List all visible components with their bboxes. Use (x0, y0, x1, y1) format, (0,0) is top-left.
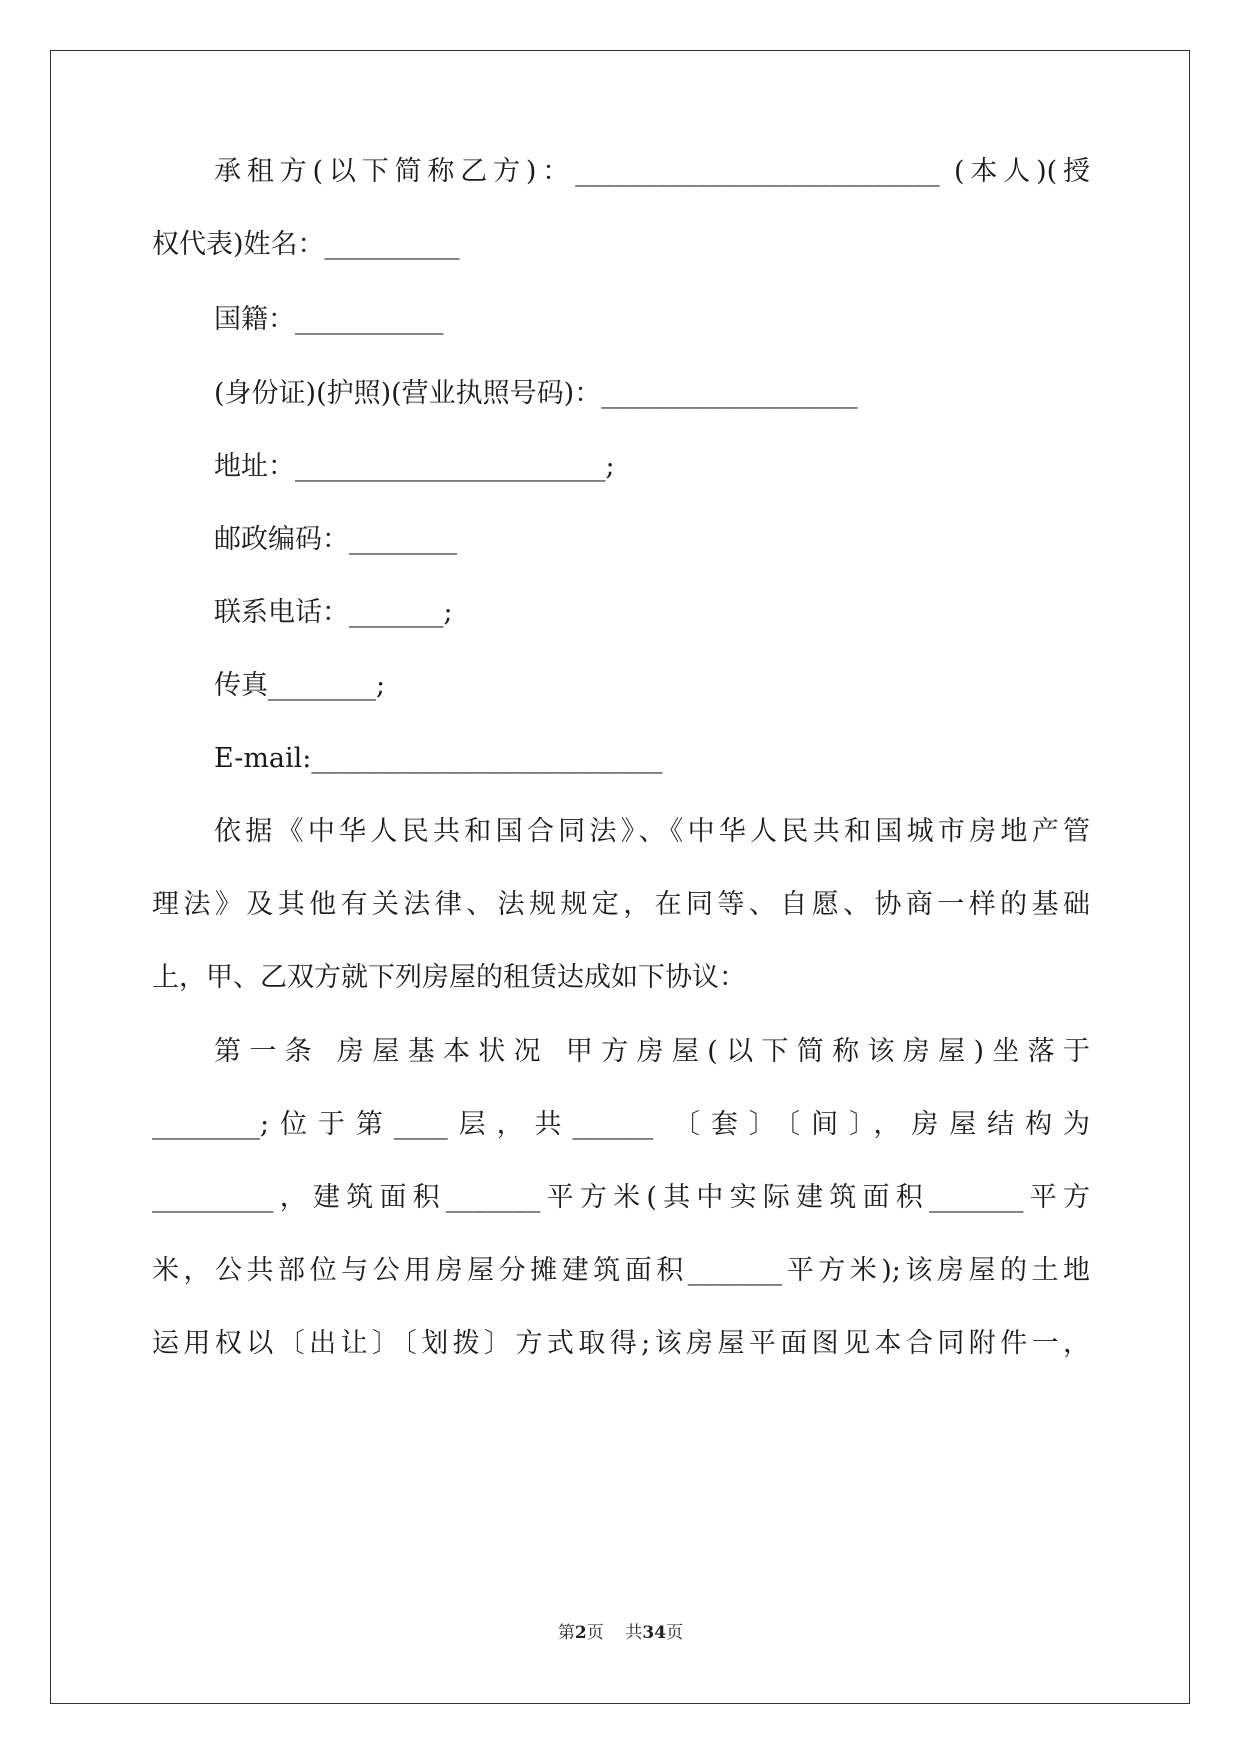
text-line: 依据《中华人民共和国合同法》、《中华人民共和国城市房地产管 (214, 816, 1090, 847)
text-line: 权代表)姓名：__________ (152, 229, 460, 260)
footer-page-suffix: 页 (586, 1623, 604, 1643)
footer-page-number: 2 (574, 1623, 587, 1643)
text-line: E-mail:__________________________ (214, 743, 663, 774)
footer-page-prefix: 第 (557, 1623, 575, 1643)
text-line: _________，建筑面积_______平方米(其中实际建筑面积_______平方 (152, 1182, 1090, 1213)
text-line: 米，公共部位与公用房屋分摊建筑面积_______平方米);该房屋的土地 (152, 1255, 1090, 1286)
text-line: 地址：_______________________; (214, 451, 615, 482)
footer-total-prefix: 共 (625, 1623, 643, 1643)
text-line: 上，甲、乙双方就下列房屋的租赁达成如下协议： (152, 962, 746, 993)
text-line: 运用权以〔出让〕〔划拨〕方式取得;该房屋平面图见本合同附件一， (152, 1328, 1090, 1359)
text-line: 国籍：___________ (214, 304, 444, 335)
text-line: (身份证)(护照)(营业执照号码)：___________________ (214, 378, 858, 409)
footer-total-pages: 34 (642, 1623, 667, 1643)
text-line: 邮政编码：________ (214, 524, 457, 555)
text-line: ________;位于第____层，共______ 〔套〕〔间〕，房屋结构为 (152, 1109, 1090, 1140)
page-border (50, 50, 1190, 1704)
footer-total-suffix: 页 (666, 1623, 684, 1643)
text-line: 理法》及其他有关法律、法规规定，在同等、自愿、协商一样的基础 (152, 889, 1090, 920)
text-line: 承租方(以下简称乙方)：___________________________ (本人)(授 (214, 156, 1090, 187)
text-line: 传真________; (214, 670, 386, 701)
page-footer (0, 1618, 1241, 1643)
text-line: 联系电话：_______; (214, 597, 453, 628)
text-line: 第一条 房屋基本状况 甲方房屋(以下简称该房屋)坐落于 (214, 1036, 1090, 1067)
